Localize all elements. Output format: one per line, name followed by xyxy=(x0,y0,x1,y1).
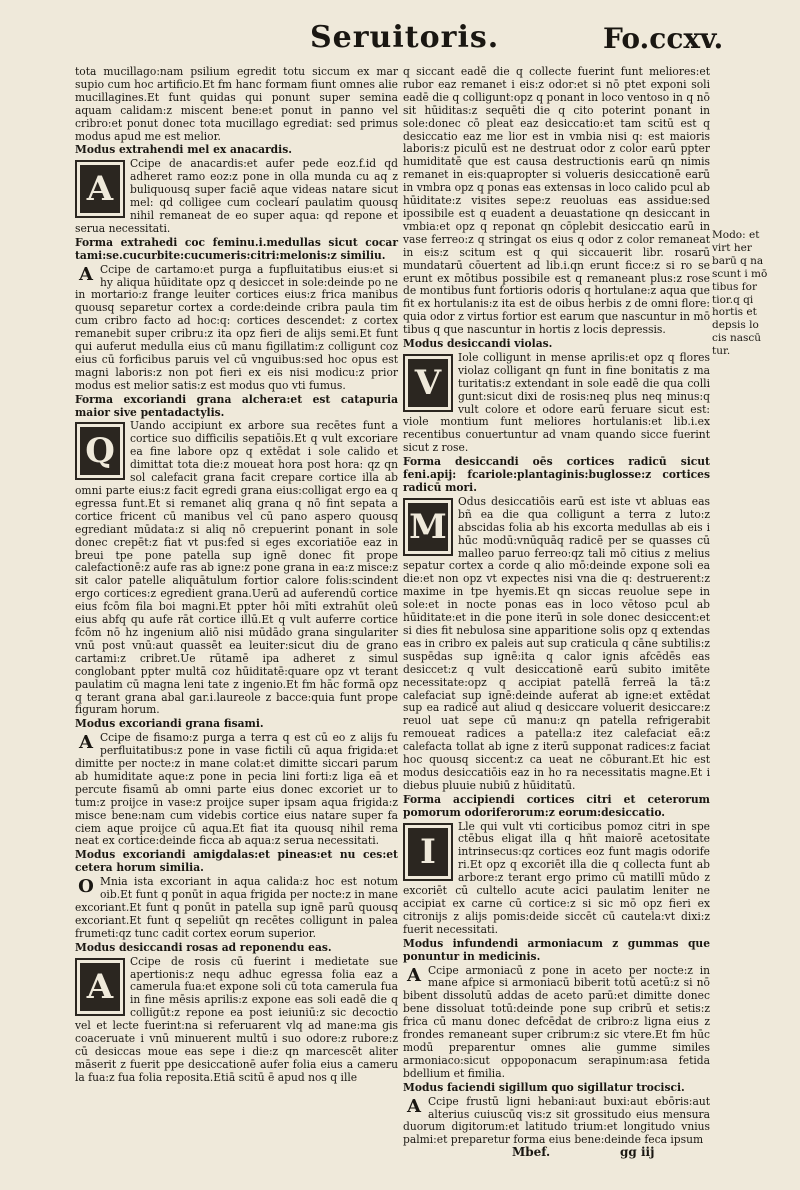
initial-letter: A xyxy=(407,1095,421,1117)
signature-mark: gg iij xyxy=(620,1145,655,1159)
paragraph-text: Odus desiccatiōis earū est iste vt abluas eas bñ ea die qua colligunt a terra z luto:z abscidas folia ab his excorta medullas ab eis i hūc modū:vnūquāq radicē per se quasses cū malleo paruo ferreo:qz tali mō citius z melius sepatur cortex a corde q alio mō:deinde expone soli ea die:et non opz vt expectes nisi vna die q: destruerent:z maxime in tpe hyemis.Et qn siccas reuolue sepe in sole:et in nocte ponas eas in loco vētoso pcul ab hūiditate:et in die pone iterū in sole donec desiccent:et si dies fit nebulosa sine apparitione solis opz q extendas eas in cribro ex paleis aut sup craticula q cāne subtilis:z suspēdas sup ignē:ita q calor ignis afcēdēs eas desiccet:z q vult desiccationē earū subito imitēte necessitate:opz q accipiat patellā ferreā la tā:z calefaciat sup ignē:deinde auferat ab igne:et extēdat sup ea radicē aut aliud q desiccare voluerit desiccare:z reuol uat sepe cū manu:z qn patella refrigerabit remoueat radices a patella:z itez calefaciat eā:z calefacta tollat ab igne z iterū supponat radices:z faciat hoc quousq siccent:z ca ueat ne cōburant.Et hic est modus desiccatiōis eaz in ho ra necessitatis magne.Et i diebus pluuie nubiū z hūiditatū. xyxy=(403,494,710,792)
section-heading: Forma extrahedi coc feminu.i.medullas sicut cocar tami:se.cucurbite:cucumeris:citri:melonis:z similiu. xyxy=(75,235,398,262)
section-heading: Modus infundendi armoniacum z gummas que ponuntur in medicinis. xyxy=(403,936,710,963)
decorated-initial: I xyxy=(403,823,453,881)
paragraph: tota mucillago:nam psilium egredit totu siccum ex mar supio cum hoc artificio.Et fm hanc formam fiunt omnes alie mucillagines.Et funt quidas qui ponunt super semina aquam calidam:z miscent bene:et ponut in panno vel cribro:et ponut donec tota mucillago egrediat: sed primus modus apud me est melior. xyxy=(75,65,398,143)
initial-letter: O xyxy=(78,876,94,898)
section-heading: Modus excoriandi amigdalas:et pineas:et nu ces:et cetera horum similia. xyxy=(75,848,398,875)
paragraph xyxy=(75,956,398,1085)
initial-letter: A xyxy=(79,732,93,754)
paragraph: q siccant eadē die q collecte fuerint funt meliores:et rubor eaz remanet i eis:z odor:et si nō ptet exponi soli eadē die q colligunt:opz q ponant in loco ventoso in q nō sit hūiditas:z sequēti die q cito poterint ponant in sole:donec cō pleat eaz desiccatio:et tam scitū est q desiccatio eaz me lior est in vmbia nisi q: est maioris laboris:z piculū est ne destruat odor z color earū ppter humiditatē que est causa destructionis earū qn nimis remanet in eis:quapropter si volueris desiccationē earū in vmbra opz q ponas eas extensas in loco calido pcul ab hūiditate:z visites sepe:z reuoluas eas assidue:sed ipossibile est q euadent a deuastatione qn desiccant in vmbia:et opz q reponat qn cōplebit desiccatio earū in vase ferreo:z q stringat os eius q odor z color remaneat in eis:z scitum est q qui siccauerit libr. rosarū mundatarū cōuertent ad lib.i.qn erunt ficce:z si ro se erunt ex mōtibus possibile est q remaneant plus:z rose de montibus funt fortioris odoris q hortulane:z aqua que fit ex hortulanis:z ita est de oibus herbis z de omni flore: quia odor z virtus fortior est earum que nascuntur in mō tibus q que nascuntur in hortis z locis depressis. xyxy=(403,65,710,337)
paragraph-text: Mnia ista excoriant in aqua calida:z hoc est notum oib.Et funt q ponūt in aqua frigida per nocte:z in mane excoriant.Et funt q ponūt in patella sup ignē parū quousq excoriant.Et funt q sepeliūt qn recētes colligunt in palea frumeti:qz tunc cadit cortex eorum superior. xyxy=(75,875,398,940)
running-title: Seruitoris. xyxy=(310,20,500,55)
paragraph xyxy=(403,965,710,1081)
decorated-initial: A xyxy=(75,160,125,218)
section-heading: Modus desiccandi rosas ad reponendu eas. xyxy=(75,940,332,954)
paragraph-text: Ccipe frustū ligni hebani:aut buxi:aut ebōris:aut alterius cuiuscūq vis:z sit grossitudo eius mensura duorum digitorum:et latitudo trium:et longitudo vnius palmi:et preparetur forma eius bene:deinde feca ipsum xyxy=(403,1094,710,1147)
paragraph-text: Ccipe de anacardis:et aufer pede eoz.f.id qd adheret ramo eoz:z pone in olla munda cu aq z buliquousq super faciē aque videas natare sicut mel: qd colligee cum coclearí paulatim quousq nihil remaneat de eo super aqua: qd repone et serua necessitati. xyxy=(75,157,398,235)
marginal-note: Modo: et virt her barū q na scunt i mō tibus for tior.q qi hortis et depsis lo cis nascū tur. xyxy=(712,229,768,358)
initial-letter: A xyxy=(407,964,421,986)
section-heading: Forma desiccandi oēs cortices radicū sicut feni.apij: fcariole:plantaginis:buglosse:z cortices radicū mori. xyxy=(403,455,710,494)
right-column xyxy=(403,66,710,1148)
paragraph-text: Iole colligunt in mense aprilis:et opz q flores violaz colligant qn funt in fine bonitatis z ma turitatis:z extendant in sole eadē die qua colli gunt:sicut dixi de rosis:neq plus neq minus:q vult colore et odore earū feruare sicut est: viole montium funt meliores hortulanis:et lib.i.ex recentibus conuertuntur ad vnam quando sicce fuerint sicut z rose. xyxy=(403,350,710,455)
section-heading: Modus excoriandi grana fisami. xyxy=(75,717,264,731)
paragraph-text: Ccipe de rosis cū fuerint i medietate sue apertionis:z nequ adhuc egressa folia eaz a camerula fua:et expone soli cū tota camerula fua in fine mēsis aprilis:z expone eas soli eadē die q colligūt:z repone ea post ieiuniū:z sic decoctio vel et lecte fuerint:na si referuarent vlq ad mane:ma gis coaceruate i vnū minuerent multū i suo odore:z rubore:z cū desiccas moue eas sepe i die:z qn marcescēt aliter māserit z fuerit ppe desiccationē aufer folia eius a cameru la fua:z fua folia reposita.Etiā scitū ē apud nos q ille xyxy=(75,954,398,1084)
paragraph xyxy=(403,1096,710,1148)
paragraph-text: Ccipe de cartamo:et purga a fupfluitatibus eius:et si hy aliqua hūiditate opz q desiccet in sole:deinde po ne in mortario:z frange leuiter cortices eius:z frica manibus quousq separetur cortex a corde:deinde cribra paula tim cum cribro facto ad hoc:q: cortices descendet: z cortex remanebit super cribru:z ita opz fieri de alijs semi.Et funt qui auferut medulla eius cū manu figillatim:z colligunt coz eius cū forficibus paruis vel cū vnguibus:sed hoc opus est magni laboris:z non pot fieri ex eis nisi modicu:z prior modus est melior satis:z est modus quo vti fumus. xyxy=(75,262,398,392)
initial-letter: A xyxy=(79,263,93,285)
section-heading: Modus desiccandi violas. xyxy=(403,337,553,351)
catchword: Mbef. xyxy=(512,1145,551,1159)
left-column xyxy=(75,66,398,1086)
paragraph-text: Lle qui vult vti corticibus pomoz citri in spe ctēbus eligat illa q hñt maiorē acetositate intrinsecus:qz cortices eoz funt magis odorife ri.Et opz q excoriēt illa die q collecta funt ab arbore:z terant ergo primo cū matillī mūdo z excoriēt cū cultello acute acici paulatim leniter ne accipiat ex carne cū cortice:z si sic mō opz fieri ex citronijs z alijs pomis:deide siccēt cū cautela:vt dixi:z fuerit necessitati. xyxy=(403,819,710,936)
paragraph-text: Ccipe armoniacū z pone in aceto per nocte:z in mane afpice si armoniacū biberit totū acetū:z si nō bibent dissolutū addas de aceto parū:et dimitte donec bene dissoluat totū:deinde pone sup cribrū et setis:z frica cū manu donec defcēdat de cribro:z ligna eius z frondes remaneant super cribrum:z sic vtere.Et fm hūc modū preparentur omnes alie gumme similes armoniaco:sicut oppoponacum serapinum:asa fetida bdellium et fimilia. xyxy=(403,963,710,1080)
paragraph xyxy=(75,732,398,848)
decorated-initial: V xyxy=(403,354,453,412)
section-heading: Modus faciendi sigillum quo sigillatur trocisci. xyxy=(403,1080,685,1094)
paragraph-text: Ccipe de fisamo:z purga a terra q est cū eo z alijs fu perfluitatibus:z pone in vase fictili cū aqua frigida:et dimitte per nocte:z in mane colat:et dimitte siccari parum ab humiditate aque:z pone in pecia lini forti:z liga eā et percute fisamū ab omni parte eius donec excoriet ur to tum:z proijce in vase:z proijce super ipsam aqua frigida:z misce bene:nam cum videbis cortice eius natare super fa ciem aque proijce cū aqua.Et fiat ita quousq nihil rema neat ex cortice:deinde ficca ab aqua:z serua necessitati. xyxy=(75,731,398,848)
paragraph xyxy=(75,158,398,235)
section-heading: Modus extrahendi mel ex anacardis. xyxy=(75,143,292,157)
paragraph xyxy=(403,821,710,937)
paragraph xyxy=(75,420,398,717)
decorated-initial: A xyxy=(75,958,125,1016)
paragraph xyxy=(403,352,710,455)
paragraph-text: Uando accipiunt ex arbore sua recētes funt a cortice suo difficilis sepatiōis.Et q vult excoriare ea fine labore opz q extēdat i sole calido et dimittat tota die:z moueat hora post hora: qz qn sol calefacit grana facit crepare cortice illa ab omni parte eius:z facit egredi grana eius:colligat ergo ea q egressa funt.Et si remanet aliq grana q nō fint sepata a cortice fricent cū manibus vel cū pano aspero quousq egrediant mūdata:z si aliq nō crepuerint ponant in sole donec crepēt:z fiat vt pus:fed si eges excoriatiōe eaz in breui tpe pone patella sup ignē donec fit prope calefactionē:z aufe ras ab igne:z pone grana in ea:z misce:z sit calor patelle aliquātulum fortior calore folis:scindent ergo cortices:z egredient grana.Uerū ad auferendū cortice eius fcōm fila boi magni.Et ppter hōi mīti extrahūt oleū eius abfq qu aufe rāt cortice illū.Et q vult auferre cortice fcōm nō hz ingenium aliō nisi mūdādo grana singulariter vnū post vnū:aut quassēt ea leuiter:sicut diu de grano cartami:z cribret.Ue rūtamē ipa adheret z simul conglobant ppter multā coz hūiditatē:quare opz vt terant paulatim cū magna leni tate z ingenio.Et fm hāc formā opz q terant grana abal gar.i.laureole z bacce:quia funt prope figuram horum. xyxy=(75,419,398,717)
paragraph xyxy=(403,496,710,793)
decorated-initial: Q xyxy=(75,422,125,480)
section-heading: Forma accipiendi cortices citri et ceterorum pomorum odoriferorum:z eorum:desiccatio. xyxy=(403,792,710,819)
decorated-initial: M xyxy=(403,498,453,556)
paragraph xyxy=(75,264,398,393)
folio-number: Fo.ccxv. xyxy=(603,22,724,55)
paragraph xyxy=(75,876,398,941)
section-heading: Forma excoriandi grana alchera:et est catapuria maior sive pentadactylis. xyxy=(75,392,398,419)
